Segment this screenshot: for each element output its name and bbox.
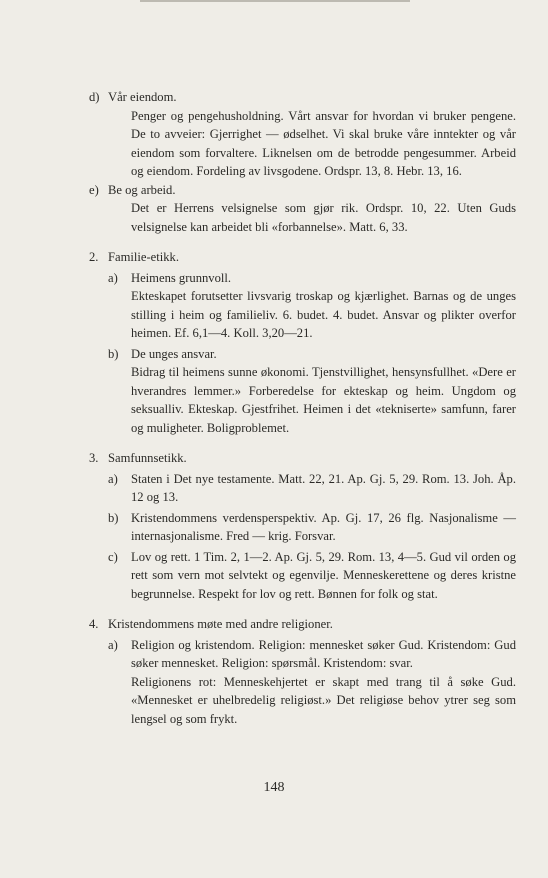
subsection — [108, 548, 516, 604]
subsection-text: De unges ansvar. Bidrag til heimens sunne økonomi. Tjenstvillighet, hensynsfullhet. «Dere er hverandres lemmer.» Forberedelse for ekteskap og heim. Ungdom og seksualliv. Ekteskap. Gjestfrihet. Heimen i det «tekniserte» samfunn, farer og muligheter. Boligproblemet. — [131, 346, 516, 435]
subsection-label: a) — [108, 471, 118, 486]
subsection-label: c) — [108, 549, 118, 564]
item-d — [89, 88, 516, 181]
section-4 — [89, 615, 516, 728]
subsection — [108, 509, 516, 546]
section-title: Samfunnsetikk. — [108, 451, 187, 465]
section-title: Kristendommens møte med andre religioner. — [108, 617, 333, 631]
subsection-label: b) — [108, 346, 119, 361]
section-title: Familie-etikk. — [108, 250, 179, 264]
item-body: Penger og pengehusholdning. Vårt ansvar for hvordan vi bruker pengene. De to avveier: Gjerrighet — ødselhet. Vi skal bruke våre inntekter og vår eiendom som forvaltere. Liknelsen om de betrodde pengesummer. Arbeid og eiendom. Fordeling av livsgodene. Ordspr. 13, 8. Hebr. 13, 16. — [131, 108, 516, 178]
subsection — [108, 345, 516, 438]
page-content — [0, 88, 548, 728]
top-edge-line — [140, 0, 410, 2]
subsection-label: a) — [108, 270, 118, 285]
subsection-text: Lov og rett. 1 Tim. 2, 1—2. Ap. Gj. 5, 29. Rom. 13, 4—5. Gud vil orden og rett som vern mot selvtekt og egenvilje. Menneskerettene og deres kristne begrunnelse. Respekt for lov og rett. Bønnen for folk og stat. — [131, 549, 516, 601]
item-body: Det er Herrens velsignelse som gjør rik. Ordspr. 10, 22. Uten Guds velsignelse kan arbeidet bli «forbannelse». Matt. 6, 33. — [131, 201, 516, 234]
page-number: 148 — [263, 780, 285, 795]
section-2 — [89, 248, 516, 437]
subsection-label: b) — [108, 510, 119, 525]
subsection-text: Religion og kristendom. Religion: mennesket søker Gud. Kristendom: Gud søker mennesket. Religion: spørsmål. Kristendom: svar. Religionens rot: Menneskehjertet er skapt med trang til å søke Gud. «Mennesket er uhelbredelig religiøst.» Det religiøse behov ytrer seg som lengsel og som frykt. — [131, 637, 516, 726]
item-label: e) — [89, 182, 99, 197]
subsection-text: Staten i Det nye testamente. Matt. 22, 21. Ap. Gj. 5, 29. Rom. 13. Joh. Åp. 12 og 13. — [131, 471, 516, 504]
subsection-label: a) — [108, 637, 118, 652]
subsection — [108, 636, 516, 729]
subsection — [108, 470, 516, 507]
section-number: 2. — [89, 250, 99, 264]
item-e — [89, 181, 516, 237]
sections — [0, 248, 548, 728]
subsection-text: Kristendommens verdensperspektiv. Ap. Gj. 17, 26 flg. Nasjonalisme — internasjonalisme. Fred — krig. Forsvar. — [131, 510, 516, 543]
item-label: d) — [89, 90, 100, 104]
section-number: 3. — [89, 451, 99, 465]
item-heading: Be og arbeid. — [108, 182, 176, 197]
subsection — [108, 269, 516, 343]
subsection-text: Heimens grunnvoll. Ekteskapet forutsetter livsvarig troskap og kjærlighet. Barnas og de unges stilling i heim og familieliv. 6. budet. 4. budet. Ansvar og plikter overfor heimen. Ef. 6,1—4. Koll. 3,20—21. — [131, 270, 516, 340]
section-number: 4. — [89, 617, 99, 631]
section-3 — [89, 449, 516, 603]
item-heading: Vår eiendom. — [108, 90, 177, 104]
